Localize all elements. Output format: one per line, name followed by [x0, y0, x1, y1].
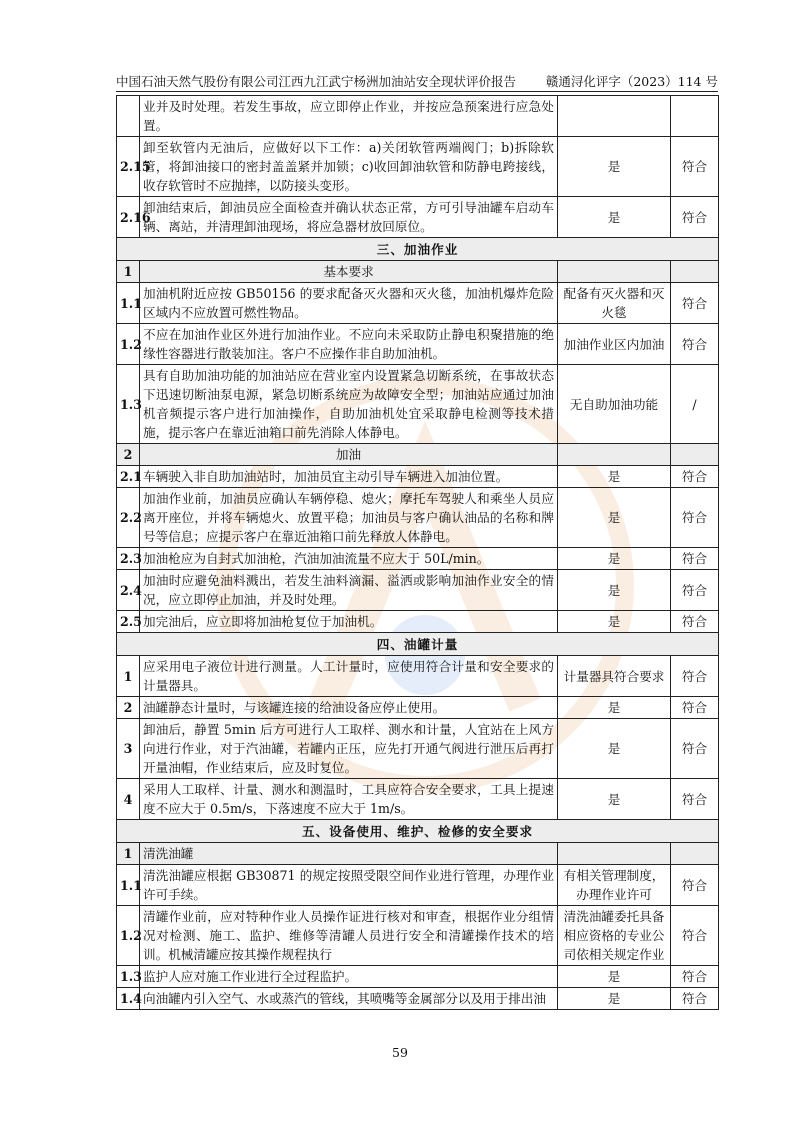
- requirement-text: 卸油结束后，卸油员应全面检查并确认状态正常，方可引导油罐车启动车辆、离站，并清理卸油现场，将应急器材放回原位。: [140, 197, 558, 238]
- item-number: 3: [117, 719, 140, 779]
- table-row: [117, 906, 719, 966]
- verdict: 符合: [671, 137, 719, 197]
- empty-cell: [671, 444, 719, 466]
- table-row: [117, 96, 719, 137]
- item-number: 2.4: [117, 570, 140, 611]
- actual-situation: 是: [558, 137, 671, 197]
- item-number: 2.3: [117, 548, 140, 570]
- item-number: 2: [117, 444, 140, 466]
- requirement-text: 向油罐内引入空气、水或蒸汽的管线，其喷嘴等金属部分以及用于排出油: [140, 988, 558, 1010]
- requirement-text: 加油时应避免油料溅出，若发生油料滴漏、溢洒或影响加油作业安全的情况，应立即停止加油，并及时处理。: [140, 570, 558, 611]
- subsection-row: [117, 261, 719, 283]
- item-number: 2.5: [117, 611, 140, 633]
- verdict: 符合: [671, 611, 719, 633]
- item-number: 1.2: [117, 324, 140, 365]
- item-number: 1.3: [117, 966, 140, 988]
- verdict: 符合: [671, 865, 719, 906]
- section-title: 五、设备使用、维护、检修的安全要求: [117, 820, 719, 843]
- requirement-text: 清洗油罐应根据 GB30871 的规定按照受限空间作业进行管理，办理作业许可手续。: [140, 865, 558, 906]
- empty-cell: [558, 843, 671, 865]
- requirement-text: 车辆驶入非自助加油站时，加油员宜主动引导车辆进入加油位置。: [140, 466, 558, 488]
- item-number: [117, 96, 140, 137]
- verdict: 符合: [671, 656, 719, 697]
- actual-situation: 清洗油罐委托具备相应资格的专业公司依相关规定作业: [558, 906, 671, 966]
- requirement-text: 清罐作业前，应对特种作业人员操作证进行核对和审查，根据作业分组情况对检测、施工、监护、维修等清罐人员进行安全和清罐操作技术的培训。机械清罐应按其操作规程执行: [140, 906, 558, 966]
- requirement-text: 卸油后，静置 5min 后方可进行人工取样、测水和计量，人宜站在上风方向进行作业，对于汽油罐，若罐内正压，应先打开通气阀进行泄压后再打开量油帽，作业结束后，应及时复位。: [140, 719, 558, 779]
- requirement-text: 加油机附近应按 GB50156 的要求配备灭火器和灭火毯，加油机爆炸危险区域内不应放置可燃性物品。: [140, 283, 558, 324]
- item-number: 1.4: [117, 988, 140, 1010]
- item-number: 2.2: [117, 488, 140, 548]
- table-row: [117, 779, 719, 820]
- requirement-text: 加油枪应为自封式加油枪，汽油加油流量不应大于 50L/min。: [140, 548, 558, 570]
- verdict: 符合: [671, 466, 719, 488]
- verdict: 符合: [671, 966, 719, 988]
- actual-situation: 是: [558, 719, 671, 779]
- actual-situation: 无自助加油功能: [558, 365, 671, 444]
- requirement-text: 油罐静态计量时，与该罐连接的给油设备应停止使用。: [140, 697, 558, 719]
- actual-situation: 是: [558, 570, 671, 611]
- section-header-row: [117, 633, 719, 656]
- subsection-title: 清洗油罐: [140, 843, 558, 865]
- requirement-text: 采用人工取样、计量、测水和测温时，工具应符合安全要求，工具上提速度不应大于 0.5m/s，下落速度不应大于 1m/s。: [140, 779, 558, 820]
- table-row: [117, 365, 719, 444]
- table-row: [117, 656, 719, 697]
- header-rule: [116, 91, 718, 92]
- table-row: [117, 324, 719, 365]
- verdict: 符合: [671, 906, 719, 966]
- report-number: 赣通浔化评字（2023）114 号: [545, 74, 718, 89]
- empty-cell: [558, 261, 671, 283]
- verdict: 符合: [671, 197, 719, 238]
- actual-situation: 是: [558, 548, 671, 570]
- section-title: 四、油罐计量: [117, 633, 719, 656]
- requirement-text: 业并及时处理。若发生事故，应立即停止作业，并按应急预案进行应急处置。: [140, 96, 558, 137]
- item-number: 2.15: [117, 137, 140, 197]
- section-header-row: [117, 238, 719, 261]
- item-number: 1.3: [117, 365, 140, 444]
- item-number: 1.1: [117, 283, 140, 324]
- actual-situation: 是: [558, 488, 671, 548]
- actual-situation: 配备有灭火器和灭火毯: [558, 283, 671, 324]
- actual-situation: 有相关管理制度，办理作业许可: [558, 865, 671, 906]
- page-number: 59: [392, 1045, 408, 1060]
- item-number: 4: [117, 779, 140, 820]
- actual-situation: 是: [558, 988, 671, 1010]
- actual-situation: [558, 96, 671, 137]
- empty-cell: [671, 261, 719, 283]
- verdict: 符合: [671, 697, 719, 719]
- subsection-title: 加油: [140, 444, 558, 466]
- item-number: 1.1: [117, 865, 140, 906]
- actual-situation: 是: [558, 466, 671, 488]
- item-number: 2.1: [117, 466, 140, 488]
- verdict: 符合: [671, 283, 719, 324]
- verdict: 符合: [671, 779, 719, 820]
- table-row: [117, 697, 719, 719]
- item-number: 1: [117, 261, 140, 283]
- item-number: 1.2: [117, 906, 140, 966]
- actual-situation: 加油作业区内加油: [558, 324, 671, 365]
- empty-cell: [558, 444, 671, 466]
- table-row: [117, 488, 719, 548]
- actual-situation: 是: [558, 611, 671, 633]
- actual-situation: 是: [558, 697, 671, 719]
- item-number: 2.16: [117, 197, 140, 238]
- verdict: 符合: [671, 324, 719, 365]
- verdict: 符合: [671, 719, 719, 779]
- table-row: [117, 988, 719, 1010]
- table-row: [117, 865, 719, 906]
- actual-situation: 是: [558, 197, 671, 238]
- verdict: [671, 96, 719, 137]
- table-row: [117, 966, 719, 988]
- table-row: [117, 570, 719, 611]
- actual-situation: 是: [558, 966, 671, 988]
- item-number: 2: [117, 697, 140, 719]
- table-row: [117, 466, 719, 488]
- evaluation-table-body: [117, 96, 719, 1010]
- verdict: 符合: [671, 488, 719, 548]
- subsection-row: [117, 843, 719, 865]
- requirement-text: 加完油后，应立即将加油枪复位于加油机。: [140, 611, 558, 633]
- actual-situation: 是: [558, 779, 671, 820]
- table-row: [117, 137, 719, 197]
- table-row: [117, 197, 719, 238]
- item-number: 1: [117, 656, 140, 697]
- actual-situation: 计量器具符合要求: [558, 656, 671, 697]
- requirement-text: 应采用电子液位计进行测量。人工计量时，应使用符合计量和安全要求的计量器具。: [140, 656, 558, 697]
- section-header-row: [117, 820, 719, 843]
- requirement-text: 监护人应对施工作业进行全过程监护。: [140, 966, 558, 988]
- verdict: 符合: [671, 570, 719, 611]
- verdict: 符合: [671, 988, 719, 1010]
- evaluation-table: [116, 95, 719, 1010]
- page-header: [116, 68, 718, 90]
- requirement-text: 具有自助加油功能的加油站应在营业室内设置紧急切断系统，在事故状态下迅速切断油泵电源，紧急切断系统应为故障安全型；加油站应通过加油机音频提示客户进行加油操作，自助加油机处宜采取静电检测等技术措施，提示客户在靠近油箱口前先消除人体静电。: [140, 365, 558, 444]
- verdict: /: [671, 365, 719, 444]
- table-row: [117, 548, 719, 570]
- report-title: 中国石油天然气股份有限公司江西九江武宁杨洲加油站安全现状评价报告: [116, 74, 517, 89]
- verdict: 符合: [671, 548, 719, 570]
- requirement-text: 加油作业前，加油员应确认车辆停稳、熄火；摩托车驾驶人和乘坐人员应离开座位，并将车辆熄火、放置平稳；加油员与客户确认油品的名称和牌号等信息；应提示客户在靠近油箱口前先释放人体静电。: [140, 488, 558, 548]
- empty-cell: [671, 843, 719, 865]
- item-number: 1: [117, 843, 140, 865]
- requirement-text: 卸至软管内无油后，应做好以下工作：a)关闭软管两端阀门；b)拆除软管，将卸油接口的密封盖盖紧并加锁；c)收回卸油软管和防静电跨接线，收存软管时不应抛摔，以防接头变形。: [140, 137, 558, 197]
- table-row: [117, 719, 719, 779]
- subsection-row: [117, 444, 719, 466]
- subsection-title: 基本要求: [140, 261, 558, 283]
- requirement-text: 不应在加油作业区外进行加油作业。不应向未采取防止静电积聚措施的绝缘性容器进行散装加注。客户不应操作非自助加油机。: [140, 324, 558, 365]
- table-row: [117, 283, 719, 324]
- section-title: 三、加油作业: [117, 238, 719, 261]
- table-row: [117, 611, 719, 633]
